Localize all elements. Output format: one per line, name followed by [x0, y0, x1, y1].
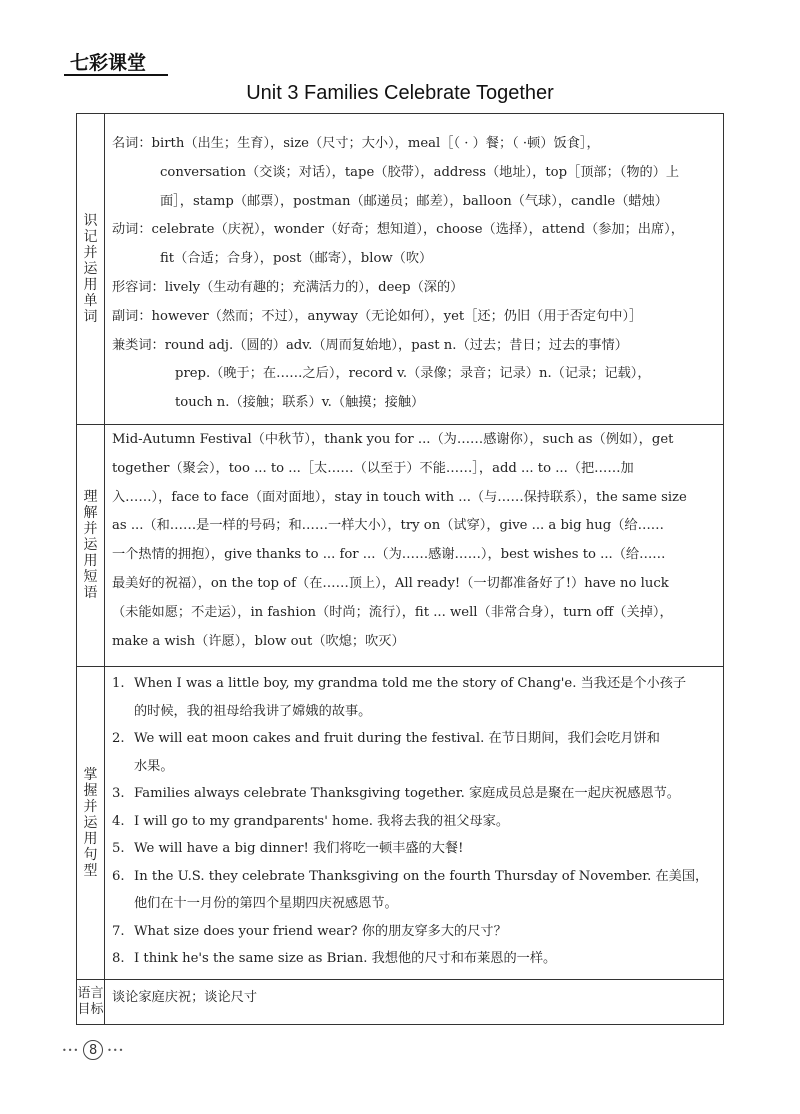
sentence-text: We will eat moon cakes and fruit during the festival. 在节日期间，我们会吃月饼和 — [134, 731, 660, 746]
sentence-number: 4. — [112, 813, 125, 829]
section-label-vocab — [77, 114, 104, 424]
label-char: 用 — [83, 277, 98, 293]
label-char: 单 — [83, 293, 98, 309]
label-char: 运 — [83, 814, 98, 831]
sentence-text: When I was a little boy, my grandma told me the story of Chang'e. 当我还是个小孩子 — [134, 676, 687, 691]
sentences-content — [112, 670, 719, 973]
sentence-item — [112, 918, 719, 946]
label-char: 理 — [83, 489, 98, 505]
vocab-line: 形容词：lively（生动有趣的；充满活力的），deep（深的） — [112, 279, 464, 295]
section-label-goal — [77, 979, 104, 1025]
summary-table — [76, 113, 724, 1025]
phrases-content — [112, 426, 719, 656]
page-number: 8 — [83, 1040, 103, 1060]
sentence-text: What size does your friend wear? 你的朋友穿多大的尺寸？ — [134, 923, 507, 939]
sentence-item — [112, 780, 719, 808]
phrase-line: make a wish（许愿），blow out（吹熄；吹灭） — [112, 633, 405, 649]
brand-logo: 七彩课堂 — [70, 52, 147, 74]
sentence-text: We will have a big dinner! 我们将吃一顿丰盛的大餐! — [134, 841, 464, 856]
sentence-continuation: 的时候，我的祖母给我讲了嫦娥的故事。 — [134, 703, 372, 719]
sentence-item — [112, 863, 719, 891]
sentence-continuation: 水果。 — [134, 758, 174, 774]
row-divider — [77, 979, 723, 980]
sentence-item — [112, 670, 719, 698]
label-char: 运 — [83, 537, 98, 553]
sentence-number: 5. — [112, 841, 125, 856]
section-label-sentences — [77, 666, 104, 979]
label-char: 语 — [83, 585, 98, 601]
phrase-line: Mid-Autumn Festival（中秋节），thank you for ...（为……感谢你），such as（例如），get — [112, 432, 674, 447]
sentence-number: 1. — [112, 676, 125, 691]
sentence-text: I think he's the same size as Brian. 我想他的尺寸和布莱恩的一样。 — [134, 951, 557, 966]
sentence-item — [112, 808, 719, 836]
logo-underline — [64, 74, 168, 76]
decorative-dots: ••• — [62, 1045, 80, 1055]
phrase-line: （未能如愿；不走运），in fashion（时尚；流行），fit ... well（非常合身），turn off（关掉）， — [112, 604, 673, 620]
label-char: 记 — [83, 229, 98, 245]
vocab-line: 面］，stamp（邮票），postman（邮递员；邮差），balloon（气球），candle（蜡烛） — [160, 193, 668, 209]
vocab-line: prep.（晚于；在……之后），record v.（录像；录音；记录）n.（记录；记载）， — [175, 366, 651, 382]
label-char: 用 — [83, 830, 98, 847]
row-divider — [77, 666, 723, 667]
label-char: 识 — [83, 213, 98, 229]
vocab-line: conversation（交谈；对话），tape（胶带），address（地址），top［顶部；（物的）上 — [160, 164, 680, 180]
sentence-item — [112, 945, 719, 973]
decorative-dots: ••• — [107, 1045, 125, 1055]
page-footer — [62, 1040, 124, 1060]
label-char: 型 — [83, 862, 98, 879]
sentence-item — [112, 835, 719, 863]
sentence-number: 3. — [112, 786, 125, 801]
row-divider — [77, 424, 723, 425]
sentence-continuation: 他们在十一月份的第四个星期四庆祝感恩节。 — [134, 896, 398, 911]
label-char: 解 — [83, 505, 98, 521]
sentence-number: 7. — [112, 923, 125, 939]
vocab-line: touch n.（接触；联系）v.（触摸；接触） — [175, 395, 425, 411]
label-char: 并 — [83, 245, 98, 261]
goal-text: 谈论家庭庆祝；谈论尺寸 — [112, 990, 258, 1005]
phrase-line: as ...（和……是一样的号码；和……一样大小），try on（试穿），give ... a big hug（给…… — [112, 518, 664, 534]
column-divider — [104, 114, 105, 1024]
vocab-line: 动词：celebrate（庆祝），wonder（好奇；想知道），choose（选择），attend（参加；出席）， — [112, 222, 684, 238]
vocab-line: fit（合适；合身），post（邮寄），blow（吹） — [160, 251, 433, 267]
sentence-text: Families always celebrate Thanksgiving together. 家庭成员总是聚在一起庆祝感恩节。 — [134, 786, 680, 801]
page-title: Unit 3 Families Celebrate Together — [246, 82, 554, 104]
vocab-content — [112, 130, 719, 418]
phrase-line: 一个热情的拥抱），give thanks to ... for ...（为……感谢……），best wishes to ...（给…… — [112, 547, 666, 563]
phrase-line: 入……），face to face（面对面地），stay in touch with ...（与……保持联系），the same size — [112, 489, 687, 505]
label-char: 句 — [83, 846, 98, 863]
label-char: 用 — [83, 553, 98, 569]
sentence-text: I will go to my grandparents' home. 我将去我的祖父母家。 — [134, 813, 510, 829]
sentence-number: 8. — [112, 951, 125, 966]
section-label-phrases — [77, 424, 104, 666]
phrase-line: 最美好的祝福），on the top of（在……顶上），All ready!（一切都准备好了!）have no luck — [112, 575, 669, 591]
sentence-number: 2. — [112, 731, 125, 746]
vocab-line: 副词：however（然而；不过），anyway（无论如何），yet［还；仍旧（用于否定句中）］ — [112, 308, 643, 324]
label-word: 语言 — [77, 986, 104, 1001]
label-char: 词 — [83, 309, 98, 325]
sentence-text: In the U.S. they celebrate Thanksgiving on the fourth Thursday of November. 在美国， — [134, 868, 709, 884]
label-word: 目标 — [77, 1002, 104, 1017]
goal-content — [112, 984, 719, 1013]
label-char: 短 — [83, 569, 98, 585]
label-char: 握 — [83, 782, 98, 799]
label-char: 掌 — [83, 766, 98, 783]
sentence-number: 6. — [112, 868, 125, 884]
sentence-item — [112, 725, 719, 753]
phrase-line: together（聚会），too ... to ...［太……（以至于）不能……］，add ... to ...（把……加 — [112, 460, 634, 476]
label-char: 并 — [83, 521, 98, 537]
vocab-line: 兼类词：round adj.（圆的）adv.（周而复始地），past n.（过去；昔日；过去的事情） — [112, 337, 628, 353]
label-char: 并 — [83, 798, 98, 815]
label-char: 运 — [83, 261, 98, 277]
vocab-line: 名词：birth（出生；生育），size（尺寸；大小），meal［（ · ）餐；（ ·顿）饭食］， — [112, 136, 600, 151]
